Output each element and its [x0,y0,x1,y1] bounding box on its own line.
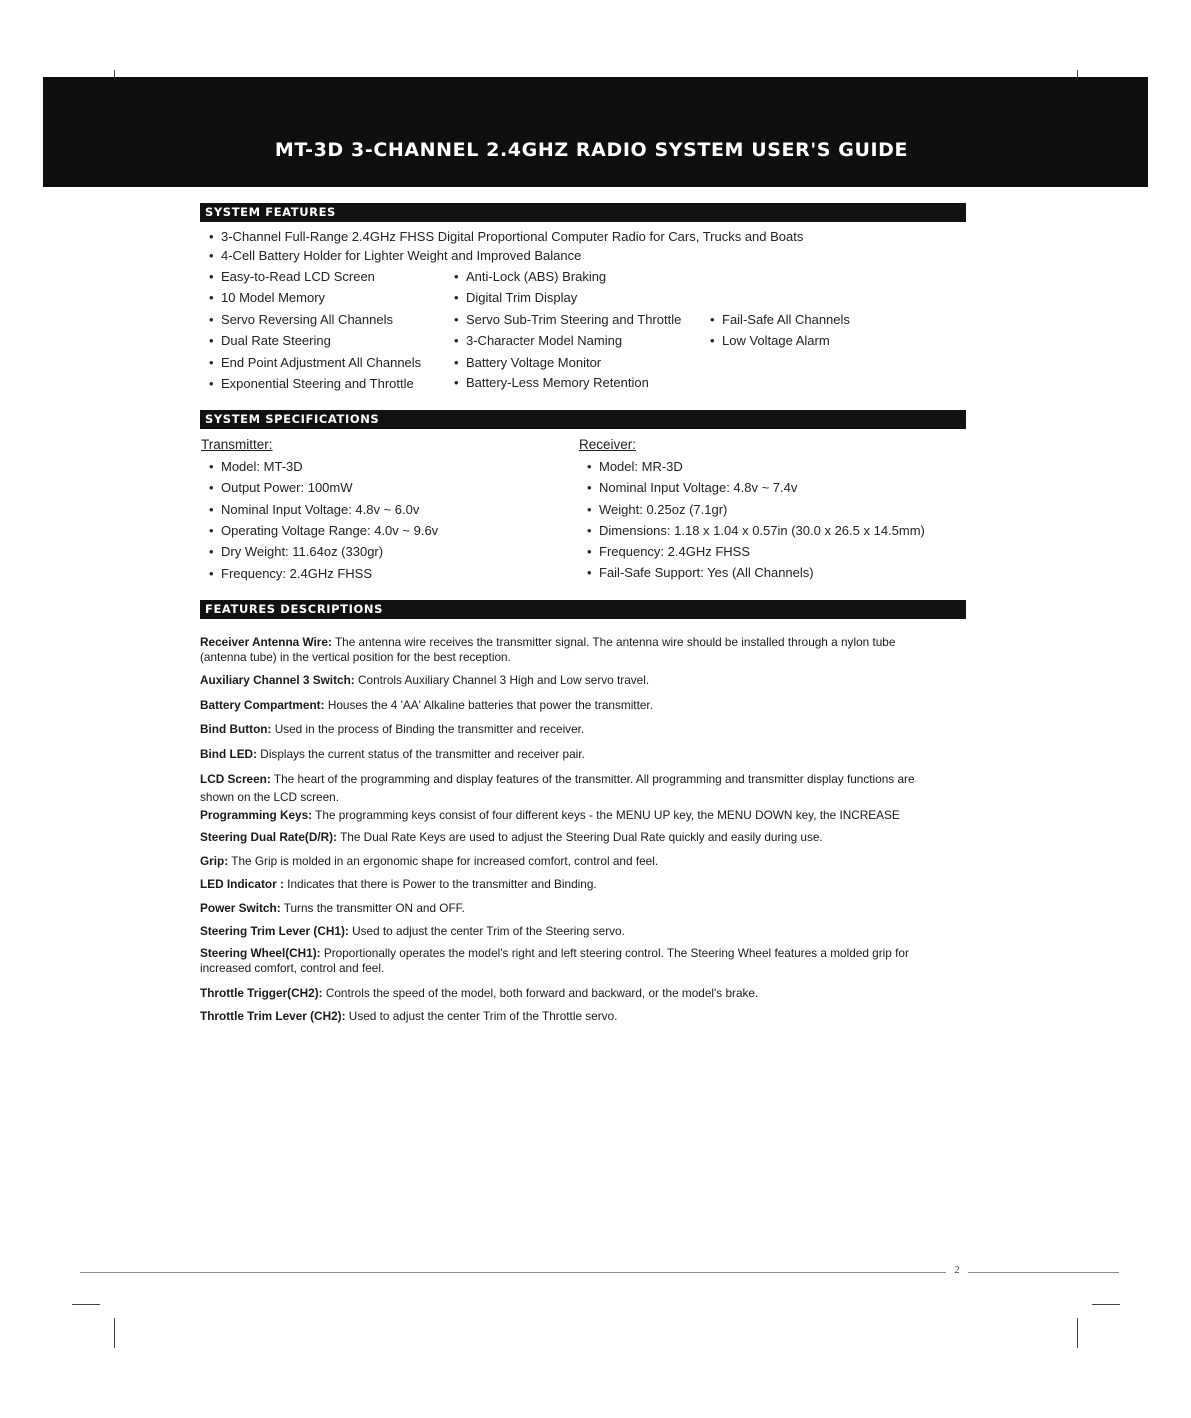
feature-description [200,830,940,845]
transmitter-heading: Transmitter: [201,437,273,452]
spec-item: • Nominal Input Voltage: 4.8v ~ 7.4v [587,480,797,496]
section-heading-system-features: SYSTEM FEATURES [200,203,966,222]
spec-item: • Operating Voltage Range: 4.0v ~ 9.6v [209,523,438,539]
feature-item: • Servo Sub-Trim Steering and Throttle [454,312,681,328]
feature-description [200,854,940,869]
description-text: The Dual Rate Keys are used to adjust the Steering Dual Rate quickly and easily during use. [337,830,823,844]
feature-description [200,747,940,762]
description-term: Receiver Antenna Wire: [200,635,332,649]
description-text: Controls the speed of the model, both forward and backward, or the model's brake. [322,986,759,1000]
description-term: Throttle Trigger(CH2): [200,986,323,1000]
feature-item: • Exponential Steering and Throttle [209,376,414,392]
spec-item: • Weight: 0.25oz (7.1gr) [587,502,727,518]
description-text: Used in the process of Binding the transmitter and receiver. [271,722,585,736]
feature-description [200,635,940,665]
description-term: LED Indicator : [200,877,284,891]
feature-description [200,877,940,892]
spec-item: • Model: MR-3D [587,459,683,475]
description-text: Used to adjust the center Trim of the Steering servo. [348,924,625,938]
feature-description [200,698,940,713]
feature-description [200,1009,940,1024]
spec-item: • Dimensions: 1.18 x 1.04 x 0.57in (30.0 x 26.5 x 14.5mm) [587,523,925,539]
spec-item: • Model: MT-3D [209,459,303,475]
feature-item: • Servo Reversing All Channels [209,312,393,328]
footer-rule-left [80,1272,946,1273]
footer-rule-right [968,1272,1119,1273]
feature-description [200,901,940,916]
page-title: MT-3D 3-CHANNEL 2.4GHZ RADIO SYSTEM USER'S GUIDE [274,139,909,161]
feature-item: • Digital Trim Display [454,290,577,306]
spec-item: • Output Power: 100mW [209,480,353,496]
description-term: Programming Keys: [200,808,313,822]
description-text: Indicates that there is Power to the transmitter and Binding. [283,877,597,891]
crop-mark-bottom-left-v [114,1318,115,1348]
feature-item: • End Point Adjustment All Channels [209,355,421,371]
description-text: The antenna wire receives the transmitter signal. The antenna wire should be installed through a nylon tube (antenna tube) in the vertical position for the best reception. [200,635,896,664]
description-text: The Grip is molded in an ergonomic shape for increased comfort, control and feel. [228,854,659,868]
description-term: Power Switch: [200,901,281,915]
feature-item: • Battery-Less Memory Retention [454,375,649,391]
section-heading-features-descriptions: FEATURES DESCRIPTIONS [200,600,966,619]
feature-item: • Dual Rate Steering [209,333,331,349]
spec-item: • Frequency: 2.4GHz FHSS [209,566,372,582]
feature-description [200,946,940,976]
description-text: The programming keys consist of four different keys - the MENU UP key, the MENU DOWN key, the INCREASE [312,808,900,822]
spec-item: • Nominal Input Voltage: 4.8v ~ 6.0v [209,502,419,518]
receiver-heading: Receiver: [579,437,637,452]
page-number: 2 [954,1265,960,1276]
spec-item: • Fail-Safe Support: Yes (All Channels) [587,565,814,581]
description-term: Bind LED: [200,747,258,761]
feature-item: • Fail-Safe All Channels [710,312,850,328]
spec-item: • Frequency: 2.4GHz FHSS [587,544,750,560]
description-term: LCD Screen: [200,772,271,786]
description-term: Steering Trim Lever (CH1): [200,924,349,938]
feature-description [200,722,940,737]
feature-description [200,808,940,823]
feature-item: • 3-Character Model Naming [454,333,622,349]
description-text: Proportionally operates the model's right and left steering control. The Steering Wheel features a molded grip for increased comfort, control and feel. [200,946,909,975]
description-text: Displays the current status of the transmitter and receiver pair. [257,747,585,761]
feature-description [200,673,940,688]
feature-item: • Anti-Lock (ABS) Braking [454,269,606,285]
description-term: Battery Compartment: [200,698,325,712]
feature-item: • 10 Model Memory [209,290,325,306]
description-text: Controls Auxiliary Channel 3 High and Low servo travel. [354,673,650,687]
description-term: Throttle Trim Lever (CH2): [200,1009,346,1023]
description-text: The heart of the programming and display features of the transmitter. All programming and transmitter display functions are shown on the LCD screen. [200,772,915,804]
crop-mark-bottom-right-h [1092,1304,1120,1305]
feature-item: • 4-Cell Battery Holder for Lighter Weight and Improved Balance [209,248,581,264]
description-term: Steering Dual Rate(D/R): [200,830,337,844]
crop-mark-bottom-left-h [72,1304,100,1305]
header-band [43,77,1148,187]
description-term: Auxiliary Channel 3 Switch: [200,673,355,687]
feature-description [200,770,940,806]
feature-item: • Low Voltage Alarm [710,333,830,349]
feature-description [200,924,940,939]
feature-item: • Battery Voltage Monitor [454,355,601,371]
feature-description [200,986,940,1001]
description-text: Houses the 4 'AA' Alkaline batteries that power the transmitter. [324,698,653,712]
feature-item: • 3-Channel Full-Range 2.4GHz FHSS Digital Proportional Computer Radio for Cars, Trucks and Boats [209,229,803,245]
description-term: Steering Wheel(CH1): [200,946,321,960]
description-text: Turns the transmitter ON and OFF. [280,901,465,915]
feature-item: • Easy-to-Read LCD Screen [209,269,375,285]
section-heading-system-specifications: SYSTEM SPECIFICATIONS [200,410,966,429]
crop-mark-bottom-right-v [1077,1318,1078,1348]
description-term: Grip: [200,854,229,868]
spec-item: • Dry Weight: 11.64oz (330gr) [209,544,383,560]
description-text: Used to adjust the center Trim of the Throttle servo. [345,1009,618,1023]
description-term: Bind Button: [200,722,272,736]
